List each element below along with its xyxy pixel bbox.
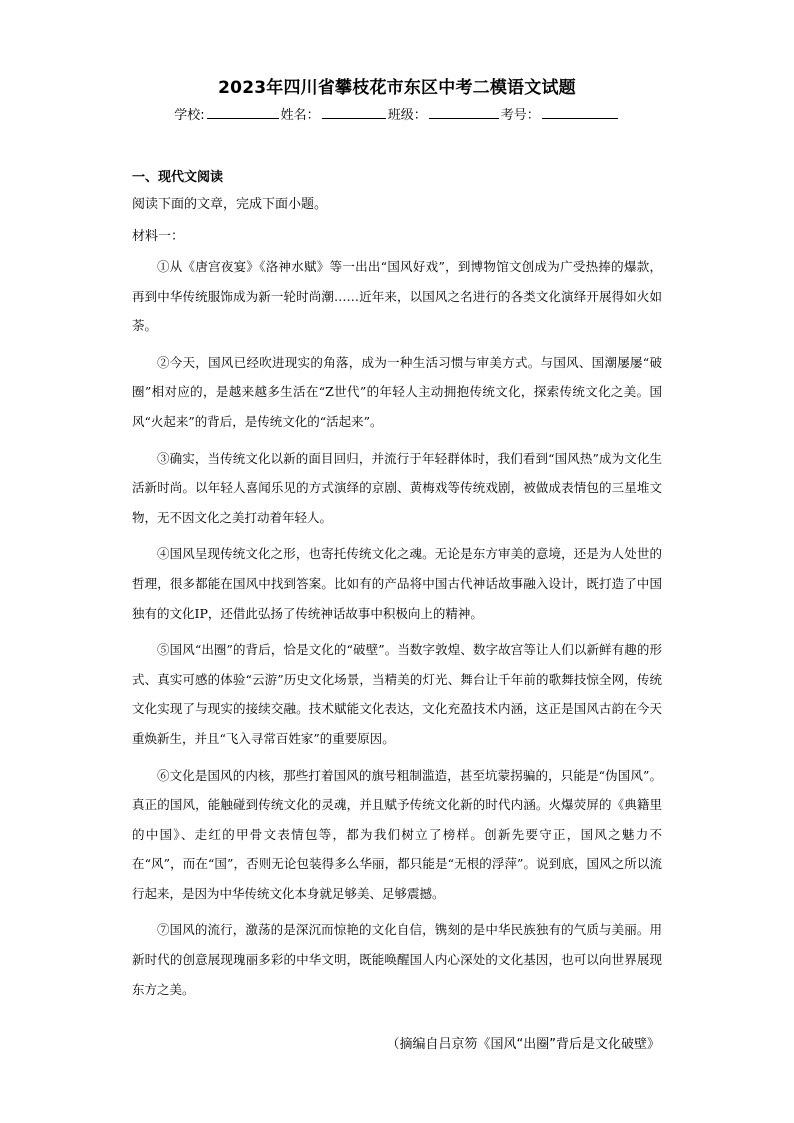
paragraph-7: ⑦国风的流行，激荡的是深沉而惊艳的文化自信，镌刻的是中华民族独有的气质与美丽。用新时代的创意展现瑰丽多彩的中华文明，既能唤醒国人内心深处的文化基因，也可以向世界展现东方之美。: [132, 922, 662, 997]
reading-instruction: 阅读下面的文章，完成下面小题。: [132, 197, 328, 212]
name-label: 姓名：: [280, 108, 320, 123]
section-heading: 一、现代文阅读: [132, 170, 224, 185]
paragraph-3: ③确实，当传统文化以新的面目回归，并流行于年轻群体时，我们看到“国风热”成为文化生活新时尚。以年轻人喜闻乐见的方式演绎的京剧、黄梅戏等传统戏剧，被做成表情包的三星堆文物，无不因文化之美打动着年轻人。: [132, 450, 662, 525]
paragraph-2: ②今天，国风已经吹进现实的角落，成为一种生活习惯与审美方式。与国风、国潮屡屡“破圈”相对应的，是越来越多生活在“Z世代”的年轻人主动拥抱传统文化，探索传统文化之美。国风“火起来”的背后，是传统文化的“活起来”。: [132, 354, 662, 429]
page-title: 2023年四川省攀枝花市东区中考二模语文试题: [218, 78, 576, 98]
class-blank[interactable]: [429, 105, 499, 119]
student-info-line: [0, 104, 794, 123]
paragraph-6: ⑥文化是国风的内核，那些打着国风的旗号粗制滥造，甚至坑蒙拐骗的，只能是“伪国风”。真正的国风，能触碰到传统文化的灵魂，并且赋予传统文化新的时代内涵。火爆荧屏的《典籍里的中国》、走红的甲骨文表情包等，都为我们树立了榜样。创新先要守正，国风之魅力不在“风”，而在“国”，否则无论包装得多么华丽，都只能是“无根的浮萍”。说到底，国风之所以流行起来，是因为中华传统文化本身就足够美、足够震撼。: [132, 767, 662, 901]
exam-number-label: 考号：: [500, 108, 540, 123]
article-source: （摘编自吕京笏《国风“出圈”背后是文化破壁》: [386, 1037, 660, 1052]
paragraph-4: ④国风呈现传统文化之形，也寄托传统文化之魂。无论是东方审美的意境，还是为人处世的哲理，很多都能在国风中找到答案。比如有的产品将中国古代神话故事融入设计，既打造了中国独有的文化IP，还借此弘扬了传统神话故事中积极向上的精神。: [132, 546, 662, 621]
class-label: 班级：: [387, 108, 427, 123]
school-label: 学校:: [174, 108, 205, 123]
exam-number-blank[interactable]: [542, 105, 618, 119]
material-label: 材料一：: [132, 229, 185, 244]
article-body: [132, 252, 662, 1011]
name-blank[interactable]: [322, 105, 386, 119]
paragraph-5: ⑤国风“出圈”的背后，恰是文化的“破壁”。当数字敦煌、数字故宫等让人们以新鲜有趣的形式、真实可感的体验“云游”历史文化场景，当精美的灯光、舞台让千年前的歌舞技惊全网，传统文化实现了与现实的接续交融。技术赋能文化表达，文化充盈技术内涵，这正是国风古韵在今天重焕新生，并且“飞入寻常百姓家”的重要原因。: [132, 642, 662, 746]
school-blank[interactable]: [207, 105, 279, 119]
paragraph-1: ①从《唐宫夜宴》《洛神水赋》等一出出“国风好戏”，到博物馆文创成为广受热捧的爆款，再到中华传统服饰成为新一轮时尚潮……近年来，以国风之名进行的各类文化演绎开展得如火如荼。: [132, 259, 662, 334]
